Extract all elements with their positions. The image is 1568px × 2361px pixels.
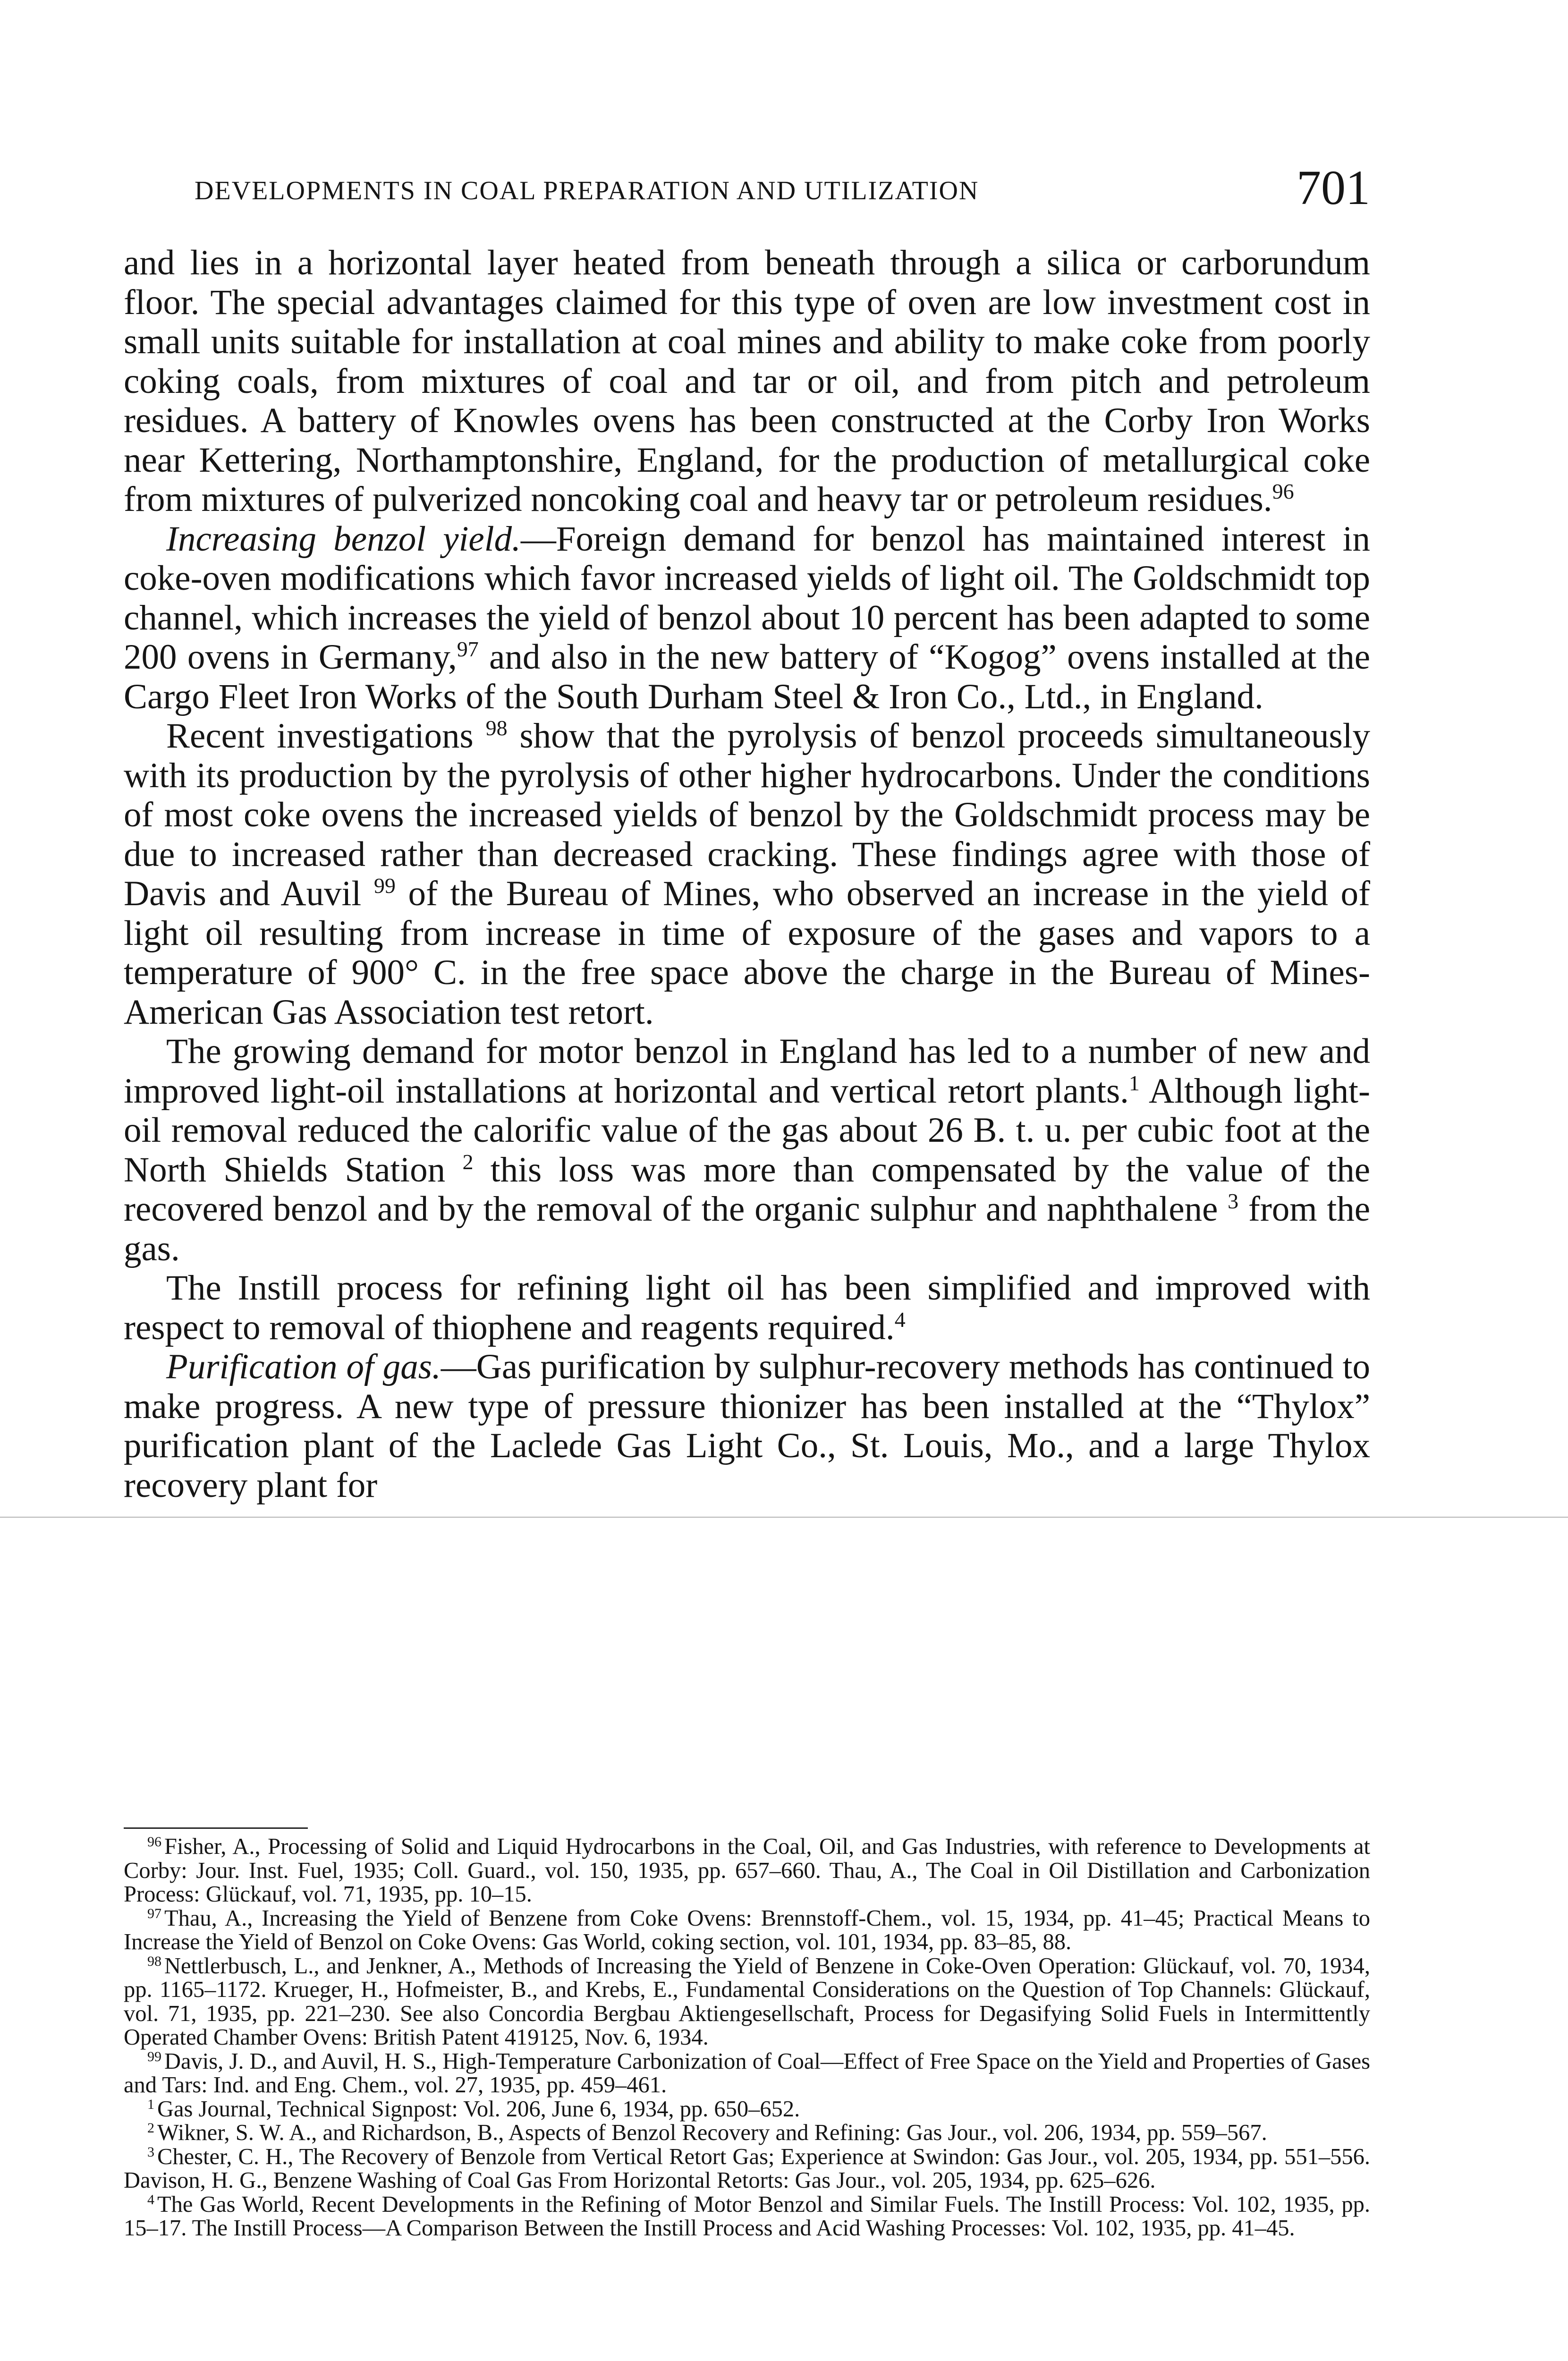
- footnote-ref: 4: [894, 1307, 906, 1332]
- footnote-divider: [124, 1827, 308, 1829]
- footnote-mark: 97: [147, 1905, 161, 1921]
- footnote: [124, 2121, 1370, 2145]
- footnote-ref: 3: [1228, 1189, 1239, 1213]
- footnote-mark: 4: [147, 2191, 154, 2208]
- footnote-mark: 99: [147, 2048, 161, 2064]
- footnote-ref: 2: [462, 1149, 474, 1174]
- running-head: DEVELOPMENTS IN COAL PREPARATION AND UTILIZATION: [195, 176, 979, 205]
- footnote: [124, 2193, 1370, 2241]
- paragraph-text: from the gas.: [124, 1189, 1370, 1268]
- footnote-text: Davis, J. D., and Auvil, H. S., High-Temperature Carbonization of Coal—Effect of Free Space on the Yield and Properties of Gases and Tars: Ind. and Eng. Chem., vol. 27, 1935, pp. 459–461.: [124, 2048, 1370, 2098]
- paragraph-text: —Foreign demand for benzol has maintained interest in coke-oven modifications which favor increased yields of light oil. The Goldschmidt top channel, which increases the yield of benzol about 10 percent has been adapted to some 200 ovens in Germany,: [124, 519, 1371, 677]
- paragraph-text: and lies in a horizontal layer heated from beneath through a silica or carborundum floor. The special advantages claimed for this type of oven are low investment cost in small units suitable for installation at coal mines and ability to make coke from poorly coking coals, from mixtures of coal and tar or oil, and from pitch and petroleum residues. A battery of Knowles ovens has been constructed at the Corby Iron Works near Kettering, Northamptonshire, England, for the production of metallurgical coke from mixtures of pulverized noncoking coal and heavy tar or petroleum residues.: [124, 243, 1370, 519]
- footnote: [124, 2145, 1370, 2193]
- paragraph-text: The Instill process for refining light oil has been simplified and improved with respect to removal of thiophene and reagents required.: [124, 1268, 1370, 1347]
- body-text: [124, 243, 1370, 1505]
- paragraph-text: of the Bureau of Mines, who observed an increase in the yield of light oil resulting from increase in time of exposure of the gases and vapors to a temperature of 900° C. in the free space above the charge in the Bureau of Mines-American Gas Association test retort.: [124, 874, 1371, 1032]
- footnote: [124, 2050, 1370, 2098]
- footnote: [124, 1835, 1370, 1907]
- footnote-ref: 1: [1128, 1070, 1140, 1095]
- footnote-mark: 96: [147, 1834, 161, 1850]
- paragraph: [124, 243, 1370, 519]
- footnote-mark: 98: [147, 1953, 161, 1969]
- footnote: [124, 1907, 1370, 1954]
- footnote-text: Fisher, A., Processing of Solid and Liquid Hydrocarbons in the Coal, Oil, and Gas Industries, with reference to Developments at Corby: Jour. Inst. Fuel, 1935; Coll. Guard., vol. 150, 1935, pp. 657–660. Thau, A., The Coal in Oil Distillation and Carbonization Process: Glückauf, vol. 71, 1935, pp. 10–15.: [124, 1834, 1370, 1907]
- footnote-text: Gas Journal, Technical Signpost: Vol. 206, June 6, 1934, pp. 650–652.: [157, 2096, 800, 2122]
- footnote-ref: 96: [1272, 479, 1294, 503]
- footnote-text: The Gas World, Recent Developments in the Refining of Motor Benzol and Similar Fuels. The Instill Process: Vol. 102, 1935, pp. 15–17. The Instill Process—A Comparison Between the Instill Process and Acid Washing Processes: Vol. 102, 1935, pp. 41–45.: [124, 2191, 1370, 2241]
- footnote-ref: 97: [457, 637, 479, 661]
- paragraph-text: this loss was more than compensated by the value of the recovered benzol and by the removal of the organic sulphur and naphthalene: [124, 1150, 1370, 1229]
- footnotes: [124, 1835, 1370, 2241]
- footnote-text: Chester, C. H., The Recovery of Benzole from Vertical Retort Gas; Experience at Swindon: Gas Jour., vol. 205, 1934, pp. 551–556. Davison, H. G., Benzene Washing of Coal Gas From Horizontal Retorts: Gas Jour., vol. 205, 1934, pp. 625–626.: [124, 2144, 1370, 2193]
- paragraph: [124, 716, 1370, 1032]
- page-number: 701: [1297, 161, 1370, 215]
- footnote-ref: 98: [485, 716, 508, 740]
- paragraph: [124, 1268, 1370, 1347]
- paragraph-text: and also in the new battery of “Kogog” ovens installed at the Cargo Fleet Iron Works of the South Durham Steel & Iron Co., Ltd., in England.: [124, 637, 1370, 716]
- footnote-mark: 1: [147, 2096, 154, 2112]
- paragraph: [124, 1347, 1370, 1505]
- footnote: [124, 2098, 1370, 2122]
- paragraph-text: show that the pyrolysis of benzol proceeds simultaneously with its production by the pyrolysis of other higher hydrocarbons. Under the conditions of most coke ovens the increased yields of benzol by the Goldschmidt process may be due to increased rather than decreased cracking. These findings agree with those of Davis and Auvil: [124, 716, 1370, 913]
- section-heading: Increasing benzol yield.: [166, 519, 521, 559]
- section-heading: Purification of gas.: [166, 1347, 441, 1386]
- footnote-text: Wikner, S. W. A., and Richardson, B., Aspects of Benzol Recovery and Refining: Gas Jour., vol. 206, 1934, pp. 559–567.: [157, 2120, 1267, 2145]
- footnote-mark: 2: [147, 2120, 154, 2136]
- paragraph-text: Although light-oil removal reduced the calorific value of the gas about 26 B. t. u. per cubic foot at the North Shields Station: [124, 1071, 1370, 1189]
- footnote-mark: 3: [147, 2144, 154, 2160]
- paragraph-text: The growing demand for motor benzol in England has led to a number of new and improved light-oil installations at horizontal and vertical retort plants.: [124, 1032, 1370, 1111]
- paragraph: [124, 519, 1370, 717]
- paragraph-text: —Gas purification by sulphur-recovery methods has continued to make progress. A new type of pressure thionizer has been installed at the “Thylox” purification plant of the Laclede Gas Light Co., St. Louis, Mo., and a large Thylox recovery plant for: [124, 1347, 1370, 1505]
- scan-artifact-line: [0, 1517, 1568, 1518]
- footnote-ref: 99: [373, 874, 396, 898]
- footnote-text: Nettlerbusch, L., and Jenkner, A., Methods of Increasing the Yield of Benzene in Coke-Oven Operation: Glückauf, vol. 70, 1934, pp. 1165–1172. Krueger, H., Hofmeister, B., and Krebs, E., Fundamental Considerations on the Question of Top Channels: Glückauf, vol. 71, 1935, pp. 221–230. See also Concordia Bergbau Aktiengesellschaft, Process for Degasifying Solid Fuels in Intermittently Operated Chamber Ovens: British Patent 419125, Nov. 6, 1934.: [124, 1953, 1370, 2050]
- footnote: [124, 1954, 1370, 2050]
- page-header: [124, 160, 1370, 216]
- paragraph-text: Recent investigations: [166, 716, 486, 756]
- footnote-text: Thau, A., Increasing the Yield of Benzene from Coke Ovens: Brennstoff-Chem., vol. 15, 1934, pp. 41–45; Practical Means to Increase the Yield of Benzol on Coke Ovens: Gas World, coking section, vol. 101, 1934, pp. 83–85, 88.: [124, 1905, 1370, 1954]
- paragraph: [124, 1032, 1370, 1268]
